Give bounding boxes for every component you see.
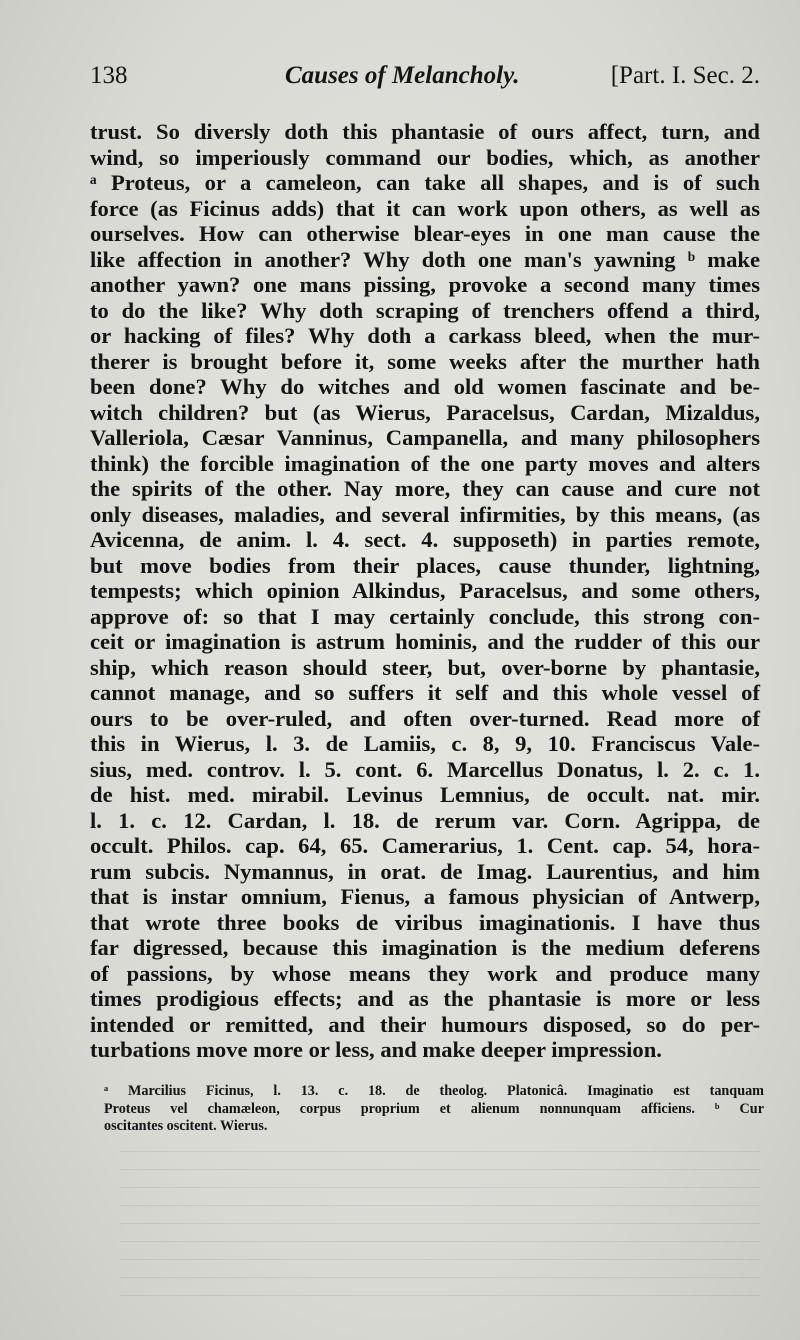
body-line: but move bodies from their places, cause thunder, lightning, [90,552,760,578]
body-line: tempests; which opinion Alkindus, Paracelsus, and some others, [90,578,760,603]
body-line: ship, which reason should steer, but, over-borne by phantasie, [90,654,760,680]
body-line: turbations move more or less, and make deeper impression. [90,1037,662,1062]
footnote-line: Proteus vel chamæleon, corpus proprium et alienum nonnunquam afficiens. ᵇ Cur [104,1100,764,1117]
body-line: ours to be over-ruled, and often over-turned. Read more of [90,705,760,731]
body-line: sius, med. controv. l. 5. cont. 6. Marcellus Donatus, l. 2. c. 1. [90,756,760,782]
body-line: force (as Ficinus adds) that it can work upon others, as well as [90,195,760,221]
body-line: like affection in another? Why doth one man's yawning ᵇ make [90,246,760,272]
footnote-line: ᵃ Marcilius Ficinus, l. 13. c. 18. de theolog. Platonicâ. Imaginatio est tanquam [104,1083,764,1099]
body-text [90,119,760,1063]
running-title: Causes of Melancholy. [285,62,520,89]
body-line: cannot manage, and so suffers it self and this whole vessel of [90,680,760,705]
body-line: approve of: so that I may certainly conclude, this strong con- [90,603,760,629]
section-reference: [Part. I. Sec. 2. [610,62,760,89]
body-line: been done? Why do witches and old women fascinate and be- [90,374,760,399]
body-line: witch children? but (as Wierus, Paracelsus, Cardan, Mizaldus, [90,399,760,425]
body-line: l. 1. c. 12. Cardan, l. 18. de rerum var. Corn. Agrippa, de [90,807,760,833]
running-header [90,62,760,102]
body-line: the spirits of the other. Nay more, they can cause and cure not [90,476,760,501]
body-line: this in Wierus, l. 3. de Lamiis, c. 8, 9, 10. Franciscus Vale- [90,731,760,756]
body-line: to do the like? Why doth scraping of trenchers offend a third, [90,297,760,323]
body-line: Valleriola, Cæsar Vanninus, Campanella, and many philosophers [90,425,760,450]
show-through-text [120,1150,760,1310]
body-line: or hacking of files? Why doth a carkass bleed, when the mur- [90,323,760,348]
body-line: therer is brought before it, some weeks after the murther hath [90,348,760,374]
page-number: 138 [90,62,128,89]
footnotes [104,1083,764,1136]
body-line: trust. So diversly doth this phantasie of ours affect, turn, and [90,119,760,144]
body-line: ceit or imagination is astrum hominis, and the rudder of this our [90,629,760,654]
body-line: rum subcis. Nymannus, in orat. de Imag. Laurentius, and him [90,858,760,884]
body-line: wind, so imperiously command our bodies, which, as another [90,144,760,170]
body-line: Avicenna, de anim. l. 4. sect. 4. supposeth) in parties remote, [90,527,760,552]
footnote-line: oscitantes oscitent. Wierus. [104,1118,268,1134]
body-line: only diseases, maladies, and several infirmities, by this means, (as [90,501,760,527]
body-line: ᵃ Proteus, or a cameleon, can take all shapes, and is of such [90,170,760,195]
body-line: another yawn? one mans pissing, provoke a second many times [90,272,760,297]
body-line: of passions, by whose means they work and produce many [90,960,760,986]
body-line: occult. Philos. cap. 64, 65. Camerarius, 1. Cent. cap. 54, hora- [90,833,760,858]
body-line: far digressed, because this imagination is the medium deferens [90,935,760,960]
body-line: think) the forcible imagination of the one party moves and alters [90,450,760,476]
body-line: de hist. med. mirabil. Levinus Lemnius, de occult. nat. mir. [90,782,760,807]
body-line: that wrote three books de viribus imaginationis. I have thus [90,909,760,935]
body-line: intended or remitted, and their humours disposed, so do per- [90,1011,760,1037]
body-line: times prodigious effects; and as the phantasie is more or less [90,986,760,1011]
body-line: that is instar omnium, Fienus, a famous physician of Antwerp, [90,884,760,909]
body-line: ourselves. How can otherwise blear-eyes in one man cause the [90,221,760,246]
